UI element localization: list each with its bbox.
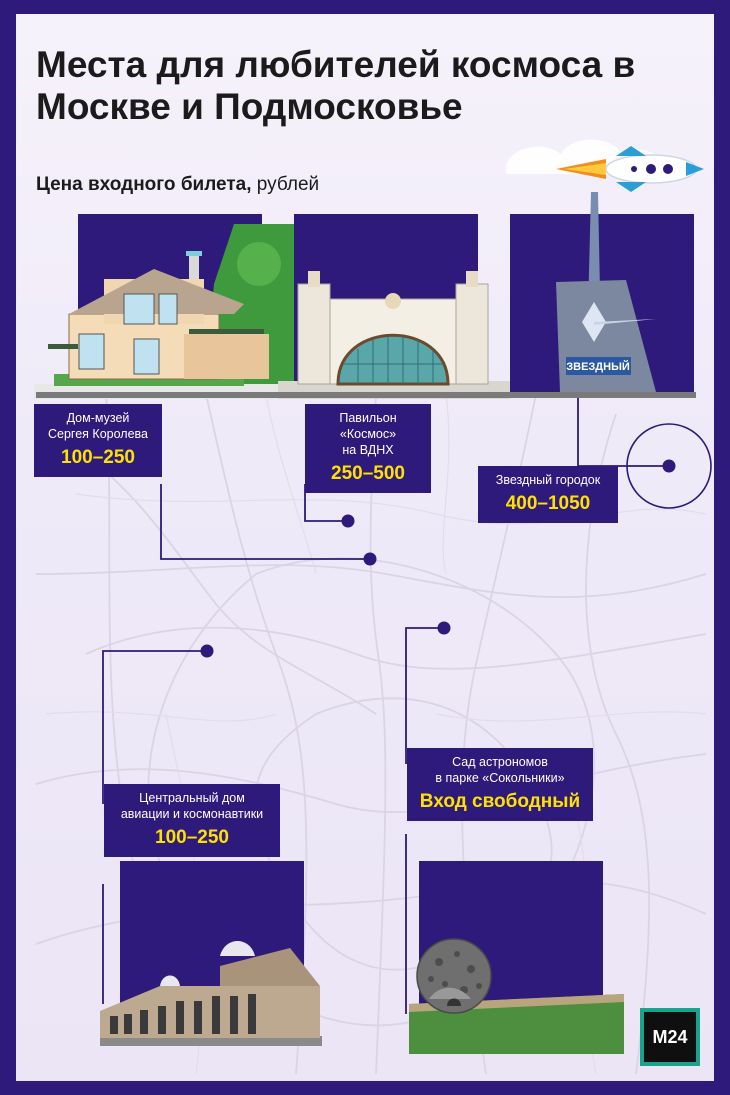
kosmos-pavilion-illustration bbox=[278, 259, 510, 399]
place-name: Павильон «Космос» на ВДНХ bbox=[339, 411, 397, 457]
place-price: 100–250 bbox=[61, 447, 135, 468]
dot-zvezdny bbox=[663, 460, 676, 473]
page-subtitle bbox=[36, 174, 319, 196]
place-name: Дом-музей Сергея Королева bbox=[48, 411, 148, 441]
logo-text: М24 bbox=[644, 1012, 696, 1062]
dot-korolev bbox=[364, 553, 377, 566]
stele-sign-text: ЗВЕЗДНЫЙ bbox=[566, 361, 630, 373]
label-zvezdny bbox=[478, 466, 618, 523]
infographic-frame bbox=[16, 14, 714, 1081]
label-korolev bbox=[34, 404, 162, 477]
place-price: 400–1050 bbox=[505, 493, 591, 514]
place-name: Центральный дом авиации и космонавтики bbox=[120, 791, 264, 821]
place-price: Вход свободный bbox=[419, 791, 581, 812]
label-sokolniki bbox=[407, 748, 593, 821]
place-price: 100–250 bbox=[155, 827, 229, 848]
place-name: Сад астрономов в парке «Сокольники» bbox=[435, 755, 565, 785]
subtitle-unit: рублей bbox=[251, 174, 320, 195]
connector-zvezdny bbox=[578, 394, 669, 466]
label-kosmos bbox=[305, 404, 431, 493]
place-name: Звездный городок bbox=[495, 473, 601, 487]
dot-sokolniki bbox=[438, 622, 451, 635]
dot-kosmos bbox=[342, 515, 355, 528]
subtitle-bold: Цена входного билета, bbox=[36, 174, 252, 195]
connector-sokolniki bbox=[406, 628, 444, 764]
zvezdny-stele-illustration bbox=[546, 192, 666, 402]
m24-logo bbox=[640, 1008, 700, 1066]
cdak-building-illustration bbox=[100, 926, 322, 1046]
sokolniki-observatory-illustration bbox=[409, 924, 624, 1054]
place-price: 250–500 bbox=[331, 463, 405, 484]
korolev-house-illustration bbox=[34, 224, 294, 399]
page-title: Места для любителей космоса в Москве и Подмосковье bbox=[36, 44, 636, 127]
dot-cdak bbox=[201, 645, 214, 658]
ground-strip bbox=[36, 392, 696, 398]
label-cdak bbox=[104, 784, 280, 857]
